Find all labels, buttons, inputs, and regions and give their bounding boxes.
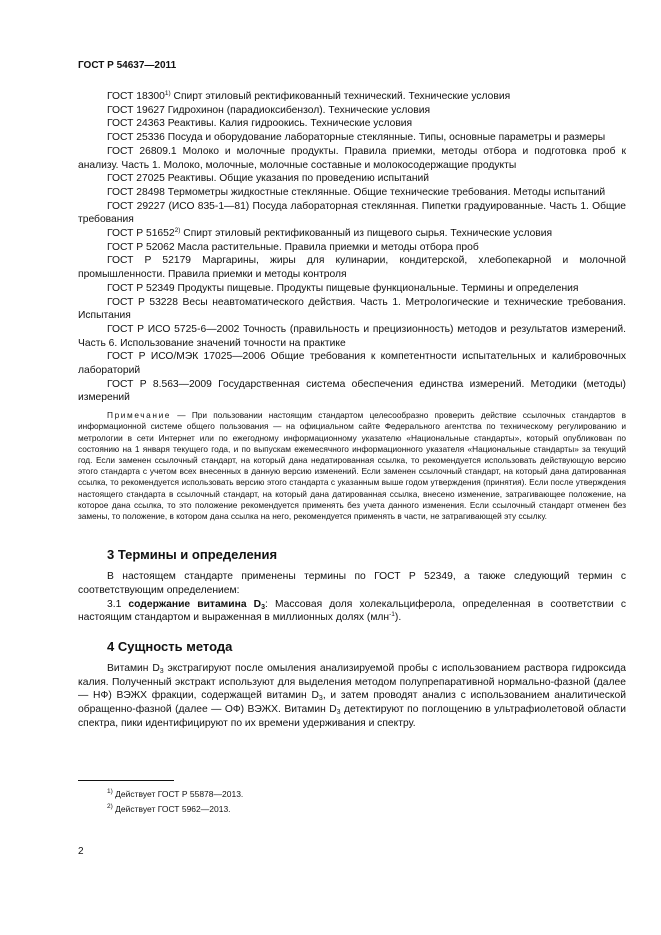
note-text: — При пользовании настоящим стандартом целесообразно проверить действие ссылочных стандартов в информационной системе общего пользования — на официальном сайте Федерального агентства по техническому регулированию и метрологии в сети Интернет или по ежегодному информационному указателю «Национальные стандарты», который опубликован по состоянию на 1 января текущего года, и по выпускам ежемесячного информационного указателя «Национальные стандарты» за текущий год. Если заменен ссылочный стандарт, на который дана недатированная ссылка, то рекомендуется использовать действующую версию этого стандарта с учетом всех внесенных в данную версию изменений. Если заменен ссылочный стандарт, на который дана датированная ссылка, то рекомендуется использовать версию этого стандарта с указанным выше годом утверждения (принятия). Если после утверждения настоящего стандарта в ссылочный стандарт, на который дана датированная ссылка, внесено изменение, затрагивающее положение, на которое дана ссылка, то это положение рекомендуется применять без учета данного изменения. Если ссылочный стандарт отменен без замены, то положение, в котором дана ссылка на него, рекомендуется применять в части, не затрагивающей эту ссылку. bbox=[78, 410, 626, 521]
reference-text: ГОСТ Р ИСО/МЭК 17025—2006 Общие требования к компетентности испытательных и калибровочных лабораторий bbox=[78, 351, 626, 377]
page-content bbox=[78, 90, 626, 731]
term-subscript: 3 bbox=[261, 603, 266, 611]
reference-text: ГОСТ 19627 Гидрохинон (парадиоксибензол). Технические условия bbox=[107, 104, 431, 116]
s4-text-2: экстрагируют после омыления анализируемой пробы с использованием раствора гидроксида калия. Полученный экстракт используют для выделения методом полупрепаративной нормально-фазной (далее — НФ) ВЭЖХ фракции, содержащей витамин D bbox=[78, 663, 627, 702]
reference-item bbox=[78, 350, 626, 377]
reference-text: ГОСТ Р 52349 Продукты пищевые. Продукты пищевые функциональные. Термины и определения bbox=[107, 282, 579, 294]
reference-text: ГОСТ Р 52179 Маргарины, жиры для кулинарии, кондитерской, хлебопекарной и молочной промышленности. Правила приемки и методы контроля bbox=[78, 255, 626, 281]
document-header: ГОСТ Р 54637—2011 bbox=[78, 60, 177, 71]
reference-item bbox=[78, 378, 626, 405]
reference-text: ГОСТ Р ИСО 5725-6—2002 Точность (правильность и прецизионность) методов и результатов измерений. Часть 6. Использование значений точности на практике bbox=[78, 323, 626, 349]
reference-item bbox=[78, 227, 626, 241]
s4-sub-2: 3 bbox=[318, 695, 323, 703]
reference-item bbox=[78, 117, 626, 131]
footnote-mark: 2) bbox=[107, 803, 113, 810]
page-number: 2 bbox=[78, 846, 84, 857]
reference-item bbox=[78, 131, 626, 145]
reference-text-rest: Спирт этиловый ректификованный из пищевого сырья. Технические условия bbox=[180, 228, 553, 240]
section-3-heading: 3 Термины и определения bbox=[107, 547, 278, 563]
reference-text: ГОСТ 27025 Реактивы. Общие указания по проведению испытаний bbox=[107, 173, 430, 185]
reference-footnote-mark: 1) bbox=[164, 90, 171, 97]
note-label: Примечание bbox=[107, 410, 172, 421]
normative-references bbox=[78, 90, 626, 405]
reference-text: ГОСТ Р 51652 bbox=[107, 228, 175, 240]
reference-text: ГОСТ 29227 (ИСО 835-1—81) Посуда лабораторная стеклянная. Пипетки градуированные. Часть 1. Общие требования bbox=[78, 200, 626, 226]
reference-text: ГОСТ 24363 Реактивы. Калия гидроокись. Технические условия bbox=[107, 118, 413, 130]
reference-item bbox=[78, 104, 626, 118]
s4-sub-1: 3 bbox=[159, 668, 164, 676]
term-name bbox=[128, 599, 265, 610]
reference-footnote-mark: 2) bbox=[174, 227, 181, 235]
reference-item bbox=[78, 254, 626, 281]
reference-item bbox=[78, 200, 626, 227]
reference-item bbox=[78, 323, 626, 350]
footnote-mark: 1) bbox=[107, 788, 113, 795]
note-paragraph bbox=[78, 410, 626, 522]
s4-text-1: Витамин D bbox=[107, 663, 160, 675]
section-3-intro: В настоящем стандарте применены термины по ГОСТ Р 52349, а также следующий термин с соответствующим определением: bbox=[78, 571, 626, 596]
section-4-heading: 4 Сущность метода bbox=[107, 639, 233, 655]
reference-item bbox=[78, 241, 626, 255]
footnote-text: Действует ГОСТ 5962—2013. bbox=[112, 804, 231, 814]
term-definition-end: ). bbox=[394, 612, 402, 624]
s4-sub-3: 3 bbox=[336, 709, 341, 717]
reference-text: ГОСТ Р 53228 Весы неавтоматического действия. Часть 1. Метрологические и технические требования. Испытания bbox=[78, 296, 626, 322]
term-unit-superscript: -1 bbox=[389, 611, 395, 619]
footnote-1 bbox=[78, 787, 626, 802]
reference-text: ГОСТ Р 8.563—2009 Государственная система обеспечения единства измерений. Методики (методы) измерений bbox=[78, 378, 626, 404]
footnotes bbox=[78, 787, 626, 817]
term-definition: : Массовая доля холекальциферола, определенная в соответствии с настоящим стандартом и выраженная в миллионных долях (млн bbox=[78, 598, 626, 624]
reference-text: ГОСТ 18300 bbox=[107, 91, 165, 102]
footnote-divider bbox=[78, 780, 174, 781]
reference-text: ГОСТ 25336 Посуда и оборудование лабораторные стеклянные. Типы, основные параметры и размеры bbox=[107, 132, 606, 144]
reference-item bbox=[78, 296, 626, 323]
reference-item bbox=[78, 172, 626, 186]
footnote-2 bbox=[78, 802, 626, 817]
s4-text-3: , и затем проводят анализ с использованием аналитической обращенно-фазной (далее — ОФ) ВЭЖХ. Витамин D bbox=[78, 690, 626, 716]
reference-text: ГОСТ 28498 Термометры жидкостные стеклянные. Общие технические требования. Методы испытаний bbox=[107, 186, 606, 198]
reference-item bbox=[78, 282, 626, 296]
reference-item bbox=[78, 90, 626, 104]
reference-text: ГОСТ Р 52062 Масла растительные. Правила приемки и методы отбора проб bbox=[107, 241, 479, 253]
section-4-paragraph bbox=[78, 662, 626, 731]
footnote-text: Действует ГОСТ Р 55878—2013. bbox=[112, 789, 244, 799]
reference-item bbox=[78, 145, 626, 172]
term-number: 3.1 bbox=[107, 598, 129, 610]
term-3-1 bbox=[78, 598, 626, 625]
reference-text-rest: Спирт этиловый ректификованный технический. Технические условия bbox=[170, 91, 511, 102]
s4-text-4: детектируют по поглощению в ультрафиолетовой области спектра, пики идентифицируют по их времени удерживания и спектру. bbox=[78, 704, 627, 729]
reference-text: ГОСТ 26809.1 Молоко и молочные продукты. Правила приемки, методы отбора и подготовка проб к анализу. Часть 1. Молоко, молочные, молочные составные и молокосодержащие продукты bbox=[78, 145, 626, 171]
term-name-text: содержание витамина D bbox=[128, 598, 262, 610]
reference-item bbox=[78, 186, 626, 200]
